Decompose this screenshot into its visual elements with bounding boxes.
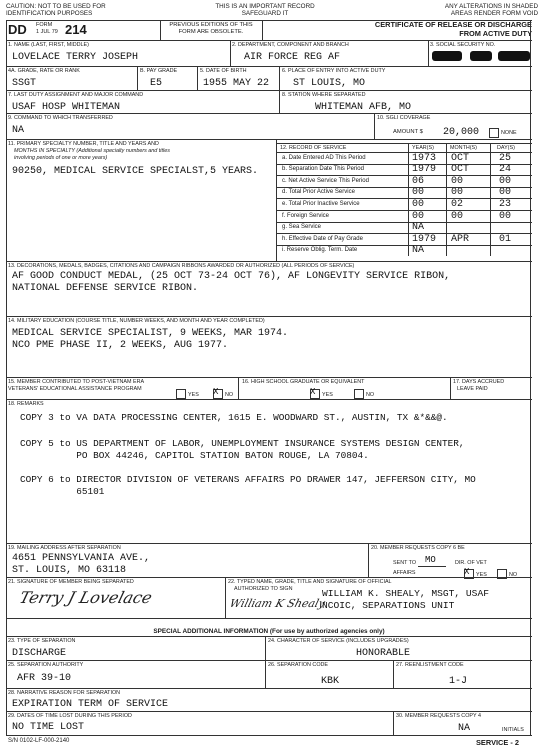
- ros-row-label: a. Date Entered AD This Period: [282, 154, 366, 161]
- ros-year-value: 00: [412, 187, 425, 199]
- label-leave-paid: LEAVE PAID: [457, 386, 488, 392]
- vet-no-mark: X: [213, 387, 219, 397]
- dob-value: 1955 MAY 22: [203, 78, 270, 89]
- ros-row-label: c. Net Active Service This Period: [282, 177, 369, 184]
- label-dob: 5. DATE OF BIRTH: [200, 68, 247, 74]
- official-value: WILLIAM K. SHEALY, MSGT, USAF NCOIC, SEPARATIONS UNIT: [322, 588, 489, 611]
- label-vet-contrib: 15. MEMBER CONTRIBUTED TO POST-VIETNAM ERA: [8, 379, 145, 385]
- label-authority: 25. SEPARATION AUTHORITY: [8, 662, 84, 668]
- hs-no-label: NO: [366, 392, 375, 398]
- ros-year-value: NA: [412, 222, 425, 234]
- ros-month-value: 00: [451, 210, 464, 222]
- ros-year-value: 1979: [412, 233, 437, 245]
- ros-month-value: OCT: [451, 164, 470, 176]
- copy6-yes-label: YES: [476, 572, 487, 578]
- label-specialty-sub: MONTHS IN SPECIALTY (Additional specialty numbers and titles: [14, 148, 170, 154]
- sep-code-value: KBK: [321, 676, 340, 687]
- ros-day-value: 25: [499, 152, 512, 164]
- label-character: 24. CHARACTER OF SERVICE (INCLUDES UPGRADES): [268, 638, 409, 644]
- ros-month-value: 02: [451, 198, 464, 210]
- reenlist-value: 1-J: [449, 676, 468, 687]
- ros-row-label: h. Effective Date of Pay Grade: [282, 235, 363, 242]
- label-month: MONTH(S): [450, 145, 477, 151]
- ros-year-value: 00: [412, 210, 425, 222]
- remarks-copy6: COPY 6 to DIRECTOR DIVISION OF VETERANS AFFAIRS PO DRAWER 147, JEFFERSON CITY, MO 65101: [20, 474, 476, 497]
- ros-month-value: APR: [451, 233, 470, 245]
- pay-grade-value: E5: [150, 78, 163, 89]
- copy4-value: NA: [458, 723, 471, 734]
- official-signature: William K Shealy: [228, 597, 327, 610]
- time-lost-value: NO TIME LOST: [12, 722, 85, 733]
- label-affairs: AFFAIRS: [393, 570, 416, 576]
- grade-value: SSGT: [12, 78, 37, 89]
- department-value: AIR FORCE REG AF: [244, 52, 341, 63]
- label-copy4: 30. MEMBER REQUESTS COPY 4: [396, 713, 481, 719]
- label-initials: INITIALS: [502, 727, 524, 733]
- label-remarks: 18. REMARKS: [8, 401, 44, 407]
- previous-editions-note: PREVIOUS EDITIONS OF THIS FORM ARE OBSOLETE.: [169, 22, 253, 35]
- ros-month-value: 00: [451, 175, 464, 187]
- narrative-value: EXPIRATION TERM OF SERVICE: [12, 699, 169, 710]
- ros-day-value: 01: [499, 233, 512, 245]
- alterations-note: ANY ALTERATIONS IN SHADED AREAS RENDER FORM VOID: [444, 3, 538, 17]
- label-day: DAY(S): [497, 145, 515, 151]
- ros-year-value: NA: [412, 245, 425, 257]
- label-dir-vet: DIR. OF VET: [455, 560, 487, 566]
- label-year: YEAR(S): [412, 145, 434, 151]
- label-time-lost: 29. DATES OF TIME LOST DURING THIS PERIOD: [8, 713, 132, 719]
- copy6-yes-mark: X: [464, 567, 470, 577]
- label-command: 9. COMMAND TO WHICH TRANSFERRED: [8, 115, 113, 121]
- label-department: 2. DEPARTMENT, COMPONENT AND BRANCH: [232, 42, 349, 48]
- service-copy: SERVICE - 2: [476, 738, 519, 747]
- important-record-note: THIS IS AN IMPORTANT RECORD SAFEGUARD IT: [215, 3, 315, 17]
- decorations-value: AF GOOD CONDUCT MEDAL, (25 OCT 73-24 OCT 76), AF LONGEVITY SERVICE RIBON, NATIONAL DEFENSE SERVICE RIBON.: [12, 271, 451, 294]
- member-signature: Terry J Lovelace: [17, 588, 155, 607]
- hs-yes-label: YES: [322, 392, 333, 398]
- copy6-no-label: NO: [509, 572, 518, 578]
- ros-row-label: b. Separation Date This Period: [282, 166, 364, 173]
- command-value: NA: [12, 125, 25, 136]
- label-sgli: 10. SGLI COVERAGE: [377, 115, 431, 121]
- label-station: 8. STATION WHERE SEPARATED: [282, 92, 366, 98]
- ros-day-value: 00: [499, 187, 512, 199]
- education-value: MEDICAL SERVICE SPECIALIST, 9 WEEKS, MAR 1974. NCO PME PHASE II, 2 WEEKS, AUG 1977.: [12, 328, 289, 351]
- ros-row-label: d. Total Prior Active Service: [282, 189, 355, 196]
- ros-day-value: 00: [499, 175, 512, 187]
- ros-day-value: 23: [499, 198, 512, 210]
- ros-row-label: f. Foreign Service: [282, 212, 330, 219]
- ros-day-value: 00: [499, 210, 512, 222]
- vet-no-label: NO: [225, 392, 234, 398]
- mailing-value: 4651 PENNSYLVANIA AVE., ST. LOUIS, MO 63118: [12, 553, 151, 576]
- character-value: HONORABLE: [356, 648, 411, 659]
- certificate-title: CERTIFICATE OF RELEASE OR DISCHARGE FROM ACTIVE DUTY: [374, 20, 532, 38]
- label-type-sep: 23. TYPE OF SEPARATION: [8, 638, 76, 644]
- label-decorations: 13. DECORATIONS, MEDALS, BADGES, CITATIONS AND CAMPAIGN RIBBONS AWARDED OR AUTHORIZED (ALL PERIODS OF SERVICE): [8, 263, 355, 269]
- remarks-copy5: COPY 5 to US DEPARTMENT OF LABOR, UNEMPLOYMENT INSURANCE SYSTEMS DESIGN CENTER, PO BOX 44246, CAPITOL STATION BATON ROUGE, LA 70804.: [20, 438, 465, 461]
- special-info-heading: SPECIAL ADDITIONAL INFORMATION (For use by authorized agencies only): [153, 628, 385, 635]
- ros-row-label: i. Reserve Oblig. Term. Date: [282, 247, 358, 254]
- authority-value: AFR 39-10: [17, 673, 72, 684]
- label-amount: AMOUNT $: [393, 129, 423, 135]
- remarks-copy3: COPY 3 to VA DATA PROCESSING CENTER, 1615 E. WOODWARD ST., AUSTIN, TX &*&&@.: [20, 412, 448, 423]
- label-official-2: AUTHORIZED TO SIGN: [234, 586, 293, 592]
- label-member-signature: 21. SIGNATURE OF MEMBER BEING SEPARATED: [8, 579, 134, 585]
- label-sent-to: SENT TO: [393, 560, 417, 566]
- label-specialty: 11. PRIMARY SPECIALTY NUMBER, TITLE AND YEARS AND: [8, 141, 159, 147]
- ros-row-label: e. Total Prior Inactive Service: [282, 200, 360, 207]
- ros-row-label: g. Sea Service: [282, 224, 322, 231]
- last-duty-value: USAF HOSP WHITEMAN: [12, 102, 121, 113]
- label-education: 14. MILITARY EDUCATION (COURSE TITLE, NUMBER WEEKS, AND MONTH AND YEAR COMPLETED): [8, 318, 265, 324]
- label-name: 1. NAME (LAST, FIRST, MIDDLE): [8, 42, 89, 48]
- sgli-value: 20,000: [443, 127, 480, 138]
- label-sep-code: 26. SEPARATION CODE: [268, 662, 329, 668]
- sent-state-value: MO: [425, 555, 436, 565]
- label-narrative: 28. NARRATIVE REASON FOR SEPARATION: [8, 690, 121, 696]
- type-sep-value: DISCHARGE: [12, 648, 67, 659]
- ros-day-value: 24: [499, 164, 512, 176]
- label-last-duty: 7. LAST DUTY ASSIGNMENT AND MAJOR COMMAND: [8, 92, 144, 98]
- label-specialty-sub2: involving periods of one or more years): [14, 155, 108, 161]
- form-dd: DD: [8, 22, 27, 37]
- label-grade: 4A. GRADE, RATE OR RANK: [8, 68, 80, 74]
- label-pay-grade: B. PAY GRADE: [140, 68, 178, 74]
- form-border: [6, 20, 531, 735]
- label-official: 22. TYPED NAME, GRADE, TITLE AND SIGNATURE OF OFFICIAL: [228, 579, 392, 585]
- ros-year-value: 1979: [412, 164, 437, 176]
- label-ssn: 3. SOCIAL SECURITY NO.: [430, 42, 496, 48]
- label-none: NONE: [501, 130, 517, 136]
- label-copy6: 20. MEMBER REQUESTS COPY 6 BE: [371, 545, 465, 551]
- stock-number: S/N 0102-LF-000-2140: [8, 738, 70, 744]
- label-high-school: 16. HIGH SCHOOL GRADUATE OR EQUIVALENT: [242, 379, 365, 385]
- vet-yes-label: YES: [188, 392, 199, 398]
- hs-yes-mark: X: [310, 387, 316, 397]
- label-mailing: 19. MAILING ADDRESS AFTER SEPARATION: [8, 545, 121, 551]
- ros-month-value: 00: [451, 187, 464, 199]
- label-days-accrued: 17. DAYS ACCRUED: [453, 379, 505, 385]
- station-value: WHITEMAN AFB, MO: [315, 102, 412, 113]
- caution-note: CAUTION: NOT TO BE USED FOR IDENTIFICATION PURPOSES: [6, 3, 106, 17]
- form-number: 214: [65, 22, 87, 37]
- label-reenlist: 27. REENLISTMENT CODE: [396, 662, 464, 668]
- ros-year-value: 1973: [412, 152, 437, 164]
- form-date: 1 JUL 79: [36, 29, 58, 35]
- label-entry: 6. PLACE OF ENTRY INTO ACTIVE DUTY: [282, 68, 386, 74]
- name-value: LOVELACE TERRY JOSEPH: [12, 52, 139, 63]
- label-vet-contrib-2: VETERANS' EDUCATIONAL ASSISTANCE PROGRAM: [8, 386, 142, 392]
- form-word: FORM: [36, 22, 53, 28]
- ros-month-value: OCT: [451, 152, 470, 164]
- ros-year-value: 06: [412, 175, 425, 187]
- label-record-of-service: 12. RECORD OF SERVICE: [280, 145, 347, 151]
- ros-year-value: 00: [412, 198, 425, 210]
- specialty-value: 90250, MEDICAL SERVICE SPECIALST,5 YEARS.: [12, 166, 259, 177]
- entry-value: ST LOUIS, MO: [293, 78, 366, 89]
